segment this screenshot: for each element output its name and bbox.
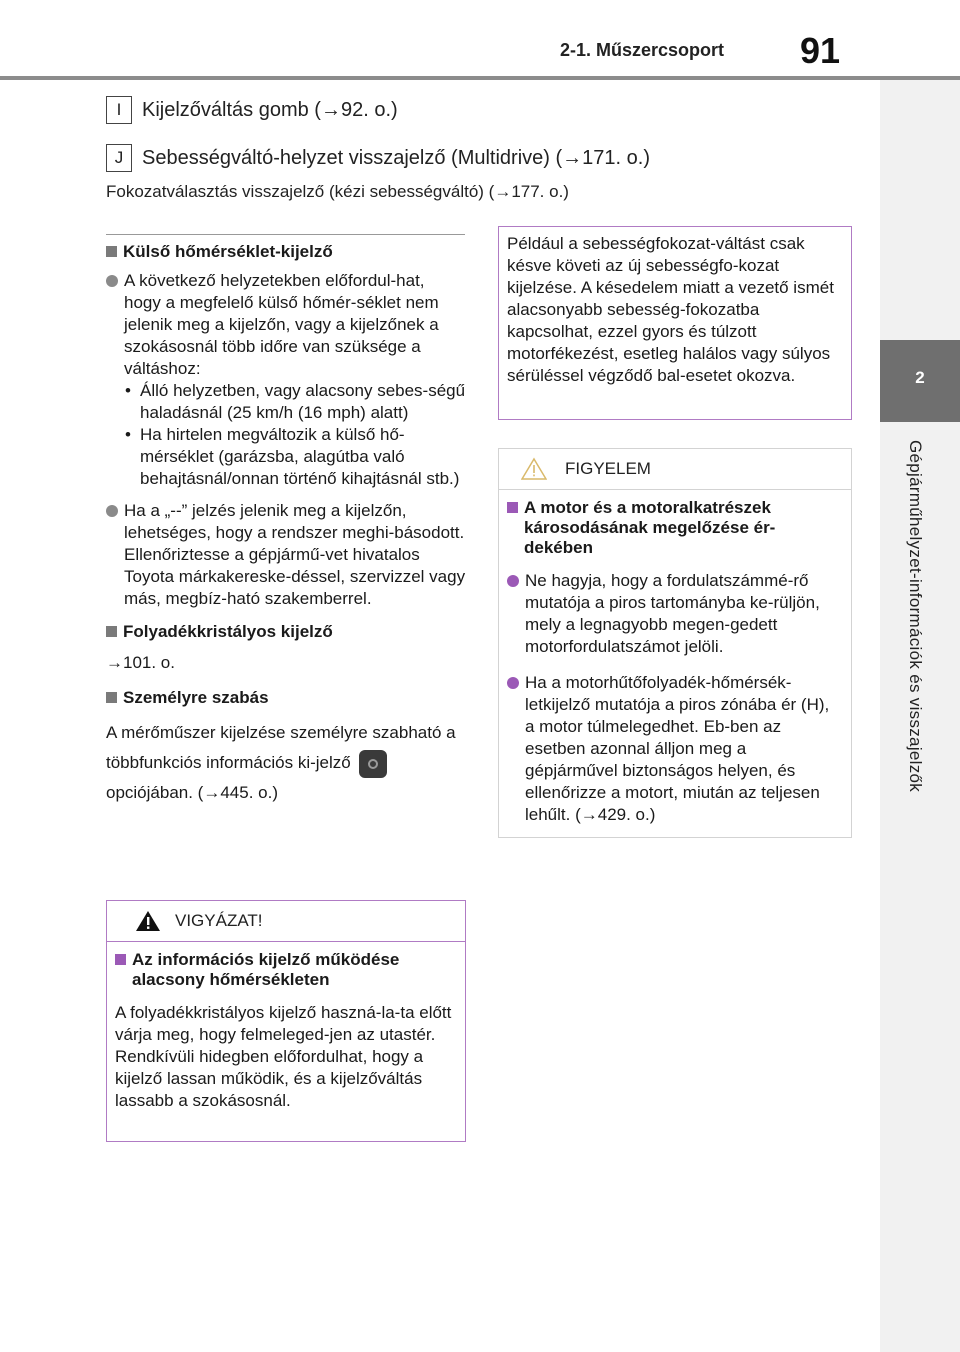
section-heading: Személyre szabás: [106, 688, 466, 708]
item-j: [106, 144, 650, 172]
page-reference: →101. o.: [106, 653, 175, 672]
continued-warning-box: [498, 226, 852, 420]
warning-box: [106, 900, 466, 1142]
item-text: Sebességváltó-helyzet visszajelző (Multidrive) (→171. o.): [142, 146, 650, 169]
warning-title: VIGYÁZAT!: [175, 911, 263, 930]
item-tag: J: [106, 144, 132, 172]
bullet-paragraph: Ha a motorhűtőfolyadék-hőmérsék-letkijelző mutatója a piros zónába ér (H), a motor túlmelegedhet. Eb-ben az esetben azonnal álljon meg a gépjárművel biztonságos helyen, és ellenőrizze a motort, miután az teljesen lehűlt. (→429. o.): [507, 672, 843, 826]
caution-triangle-icon: [521, 457, 547, 481]
bullet-paragraph: Ne hagyja, hogy a fordulatszámmé-rő mutatója a piros tartományba ke-rüljön, mely a legnagyobb megen-gedett motorfordulatszámot jelöli.: [507, 570, 843, 658]
section-heading: Külső hőmérséklet-kijelző: [106, 242, 466, 262]
section-heading: Az információs kijelző működése alacsony hőmérsékleten: [115, 950, 457, 990]
item-tag: I: [106, 96, 132, 124]
circle-bullet-icon: [106, 275, 118, 287]
bullet-paragraph: Ha a „--” jelzés jelenik meg a kijelzőn, lehetséges, hogy a rendszer meghi-básodott. Ellenőriztesse a gépjármű-vet hivatalos Toyota márkakereske-déssel, szervizzel vagy más, megbíz-ható szakemberrel.: [106, 500, 466, 610]
square-bullet-icon: [106, 692, 117, 703]
item-i: [106, 96, 398, 124]
page-number: 91: [800, 30, 841, 71]
item-text: Kijelzőváltás gomb (→92. o.): [142, 98, 398, 121]
notice-header: [499, 449, 851, 490]
circle-bullet-icon: [106, 505, 118, 517]
list-item: • Álló helyzetben, vagy alacsony sebes-ségű haladásnál (25 km/h (16 mph) alatt): [125, 381, 466, 422]
warning-header: [107, 901, 465, 942]
bullet-paragraph: A következő helyzetekben előfordul-hat, hogy a megfelelő külső hőmér-séklet nem jelenik meg a kijelzőn, vagy a kijelzőnek a szokásosnál több időre van szüksége a váltáshoz:: [106, 270, 466, 380]
square-bullet-icon: [507, 502, 518, 513]
notice-title: FIGYELEM: [565, 459, 651, 478]
continued-warning-text: Például a sebességfokozat-váltást csak késve követi az új sebességfo-kozat kijelzése. A késedelem miatt a vezető ismét alacsonyabb sebesség-fokozatba kapcsolhat, ezzel gyors és túlzott motorfékezést, esetleg halálos vagy súlyos sérüléssel végződő bal-esetet okozva.: [507, 234, 834, 385]
column-rule: [106, 234, 465, 235]
circle-bullet-icon: [507, 677, 519, 689]
outside-temp-section: [106, 242, 466, 808]
list-item: • Ha hirtelen megváltozik a külső hő-mérséklet (garázsba, alagútba való behajtásnál/onnan történő kihajtásnál stb.): [125, 425, 460, 488]
square-bullet-icon: [106, 246, 117, 257]
circle-bullet-icon: [507, 575, 519, 587]
section-heading: A motor és a motoralkatrészek károsodásának megelőzése ér-dekében: [507, 498, 843, 558]
warning-text: A folyadékkristályos kijelző haszná-la-ta előtt várja meg, hogy felmeleged-jen az utastér. Rendkívüli hidegben előfordulhat, hogy a kijelző lassan működik, és a kijelzőváltás lassabb a szokásosnál.: [115, 1003, 452, 1110]
chapter-number: 2: [915, 368, 925, 387]
notice-box: [498, 448, 852, 838]
gear-settings-icon: [359, 750, 387, 778]
header-rule: [0, 76, 960, 80]
personalize-text: A mérőműszer kijelzése személyre szabható a többfunkciós információs ki-jelző opciójában. (→445. o.): [106, 723, 456, 802]
section-heading: Folyadékkristályos kijelző: [106, 622, 466, 642]
item-subline: Fokozatválasztás visszajelző (kézi sebességváltó) (→177. o.): [106, 182, 569, 201]
chapter-title: Gépjárműhelyzet-információk és visszajelzők: [906, 440, 925, 793]
square-bullet-icon: [106, 626, 117, 637]
section-title: 2-1. Műszercsoport: [560, 40, 725, 60]
warning-triangle-icon: [135, 909, 161, 933]
square-bullet-icon: [115, 954, 126, 965]
